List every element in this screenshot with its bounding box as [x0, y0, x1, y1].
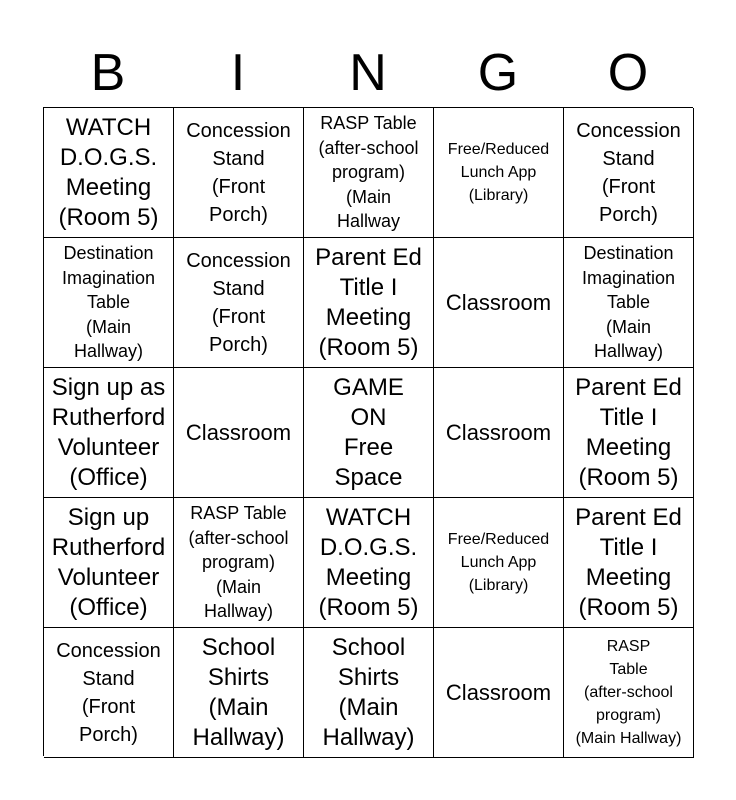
bingo-cell-r5-c2 [174, 628, 304, 758]
cell-text: Classroom [445, 290, 552, 315]
header-letter-i: I [230, 44, 246, 102]
cell-text: Concession Stand (Front Porch) [576, 119, 681, 226]
cell-text: Classroom [445, 420, 552, 445]
cell-text: Destination Imagination Table (Main Hallway) [581, 243, 676, 362]
bingo-header [43, 42, 693, 104]
cell-text: Parent Ed Title I Meeting (Room 5) [315, 243, 422, 361]
cell-text: Parent Ed Title I Meeting (Room 5) [575, 503, 682, 621]
cell-text: Classroom [185, 420, 292, 445]
bingo-cell-r5-c1 [44, 628, 174, 758]
cell-text: School Shirts (Main Hallway) [192, 633, 285, 751]
cell-text: Destination Imagination Table (Main Hallway) [61, 243, 156, 362]
cell-text: Classroom [445, 680, 552, 705]
header-letter-n: N [349, 44, 387, 102]
bingo-cell-r1-c1 [44, 108, 174, 238]
bingo-cell-r4-c5 [564, 498, 694, 628]
cell-text: RASP Table (after-school program) (Main Hallway) [188, 503, 289, 622]
cell-text: GAME ON Free Space [333, 373, 404, 491]
bingo-cell-r5-c3 [304, 628, 434, 758]
cell-text: Concession Stand (Front Porch) [186, 119, 291, 226]
bingo-board [43, 107, 693, 756]
bingo-cell-r3-c2 [174, 368, 304, 498]
bingo-cell-r2-c5 [564, 238, 694, 368]
cell-text: WATCH D.O.G.S. Meeting (Room 5) [318, 503, 419, 621]
header-letter-g: G [477, 44, 519, 102]
header-letter-b: B [90, 44, 126, 102]
bingo-cell-r4-c1 [44, 498, 174, 628]
bingo-cell-r1-c5 [564, 108, 694, 238]
bingo-cell-r5-c4 [434, 628, 564, 758]
cell-text: Free/Reduced Lunch App (Library) [447, 141, 550, 204]
bingo-cell-r3-c1 [44, 368, 174, 498]
header-letter-o: O [607, 44, 649, 102]
bingo-cell-r4-c2 [174, 498, 304, 628]
bingo-cell-r2-c3 [304, 238, 434, 368]
bingo-cell-r2-c1 [44, 238, 174, 368]
cell-text: WATCH D.O.G.S. Meeting (Room 5) [58, 113, 159, 231]
cell-text: Sign up as Rutherford Volunteer (Office) [51, 373, 166, 491]
cell-text: School Shirts (Main Hallway) [322, 633, 415, 751]
bingo-cell-r4-c4 [434, 498, 564, 628]
cell-text: Concession Stand (Front Porch) [186, 249, 291, 356]
cell-text: RASP Table (after-school program) (Main Hallway [318, 113, 419, 232]
bingo-cell-r1-c3 [304, 108, 434, 238]
cell-text: Free/Reduced Lunch App (Library) [447, 531, 550, 594]
cell-text: Concession Stand (Front Porch) [56, 639, 161, 746]
cell-text: RASP Table (after-school program) (Main Hallway) [575, 638, 682, 747]
bingo-cell-r5-c5 [564, 628, 694, 758]
bingo-cell-r4-c3 [304, 498, 434, 628]
bingo-cell-r1-c4 [434, 108, 564, 238]
bingo-cell-r2-c4 [434, 238, 564, 368]
cell-text: Sign up Rutherford Volunteer (Office) [51, 503, 166, 621]
bingo-cell-r2-c2 [174, 238, 304, 368]
bingo-cell-r3-c5 [564, 368, 694, 498]
bingo-free-space [304, 368, 434, 498]
cell-text: Parent Ed Title I Meeting (Room 5) [575, 373, 682, 491]
bingo-cell-r1-c2 [174, 108, 304, 238]
bingo-cell-r3-c4 [434, 368, 564, 498]
